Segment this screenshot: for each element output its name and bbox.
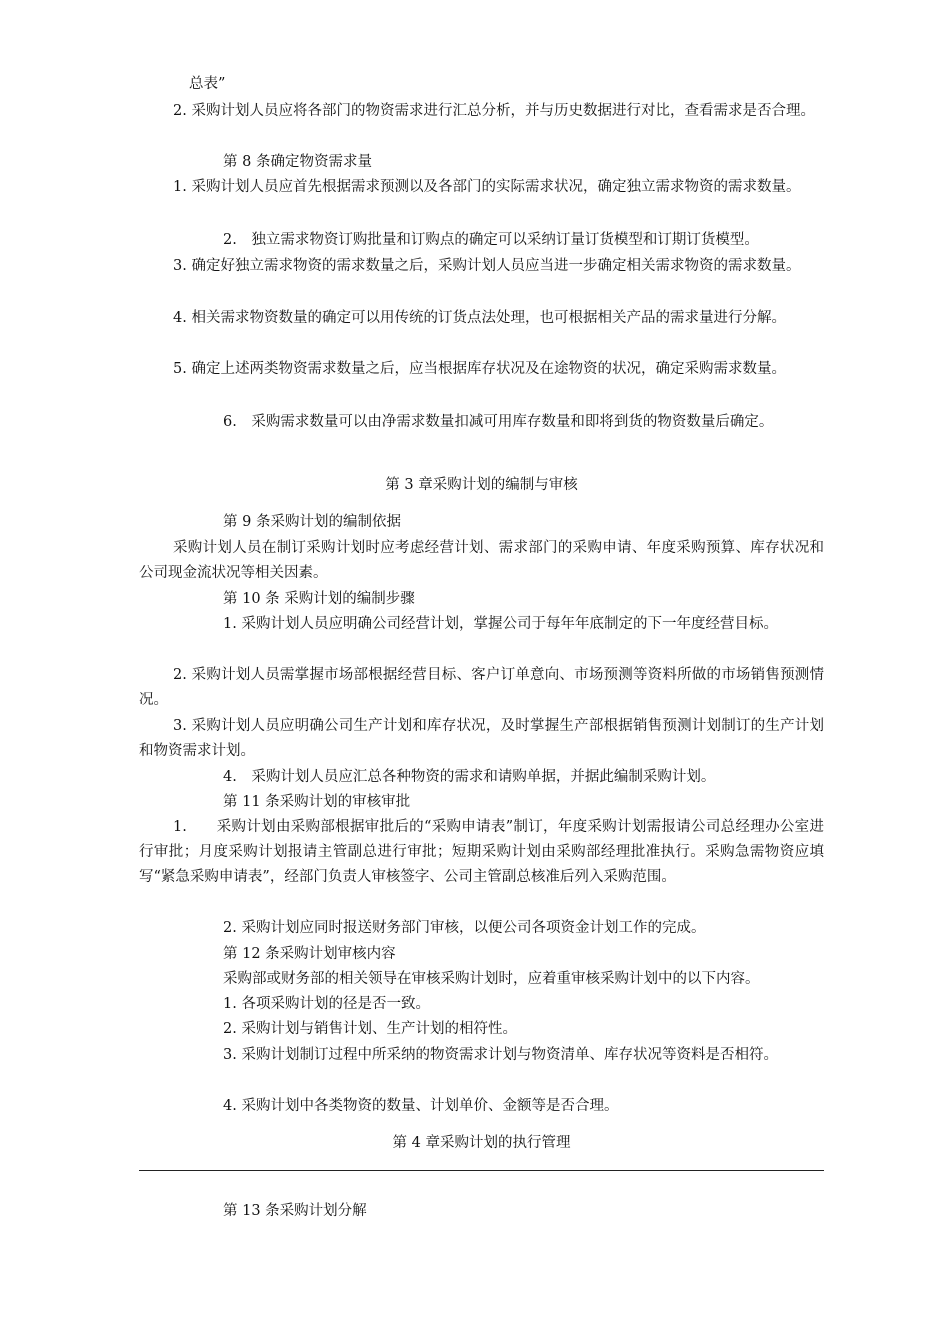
- paragraph-item: 3. 采购计划人员应明确公司生产计划和库存状况，及时掌握生产部根据销售预测计划制订的生产计划和物资需求计划。: [139, 718, 824, 759]
- article-heading: 第 8 条确定物资需求量: [223, 154, 372, 170]
- paragraph-item: 6. 采购需求数量可以由净需求数量扣减可用库存数量和即将到货的物资数量后确定。: [223, 414, 774, 430]
- paragraph-item: 2. 独立需求物资订购批量和订购点的确定可以采纳订量订货模型和订期订货模型。: [223, 232, 759, 248]
- paragraph-item: 4. 采购计划中各类物资的数量、计划单价、金额等是否合理。: [223, 1098, 619, 1114]
- paragraph-item: 1. 各项采购计划的径是否一致。: [223, 996, 430, 1012]
- paragraph-body: 采购计划人员在制订采购计划时应考虑经营计划、需求部门的采购申请、年度采购预算、库存状况和公司现金流状况等相关因素。: [139, 540, 824, 581]
- paragraph-table-name-tail: 总表”: [189, 76, 226, 92]
- paragraph-item: 3. 采购计划制订过程中所采纳的物资需求计划与物资清单、库存状况等资料是否相符。: [223, 1047, 778, 1063]
- paragraph-body: 采购部或财务部的相关领导在审核采购计划时，应着重审核采购计划中的以下内容。: [223, 971, 760, 987]
- paragraph-item: 4. 采购计划人员应汇总各种物资的需求和请购单据，并据此编制采购计划。: [223, 769, 716, 785]
- paragraph-item: 2. 采购计划与销售计划、生产计划的相符性。: [223, 1021, 517, 1037]
- paragraph-item: 3. 确定好独立需求物资的需求数量之后，采购计划人员应当进一步确定相关需求物资的需求数量。: [173, 258, 801, 274]
- chapter-heading: 第 4 章采购计划的执行管理: [392, 1135, 571, 1151]
- paragraph-item: 5. 确定上述两类物资需求数量之后，应当根据库存状况及在途物资的状况，确定采购需求数量。: [173, 361, 786, 377]
- paragraph-item: 2. 采购计划人员需掌握市场部根据经营目标、客户订单意向、市场预测等资料所做的市场销售预测情况。: [139, 667, 824, 708]
- article-heading: 第 9 条采购计划的编制依据: [223, 514, 401, 530]
- paragraph-item: 1. 采购计划人员应明确公司经营计划，掌握公司于每年年底制定的下一年度经营目标。: [223, 616, 778, 632]
- paragraph-item: 1. 采购计划由采购部根据审批后的“采购申请表”制订，年度采购计划需报请公司总经理办公室进行审批；月度采购计划报请主管副总进行审批；短期采购计划由采购部经理批准执行。采购急需物资应填写“紧急采购申请表”，经部门负责人审核签字、公司主管副总核准后列入采购范围。: [139, 819, 824, 885]
- article-heading: 第 12 条采购计划审核内容: [223, 946, 396, 962]
- paragraph-item: 2. 采购计划应同时报送财务部门审核，以便公司各项资金计划工作的完成。: [223, 920, 706, 936]
- chapter-heading: 第 3 章采购计划的编制与审核: [385, 477, 578, 493]
- paragraph-item: 2. 采购计划人员应将各部门的物资需求进行汇总分析，并与历史数据进行对比，查看需求是否合理。: [173, 103, 815, 119]
- article-heading: 第 13 条采购计划分解: [223, 1203, 367, 1219]
- paragraph-item: 4. 相关需求物资数量的确定可以用传统的订货点法处理，也可根据相关产品的需求量进行分解。: [173, 310, 786, 326]
- page-divider: [139, 1170, 824, 1171]
- article-heading: 第 10 条 采购计划的编制步骤: [223, 591, 415, 607]
- article-heading: 第 11 条采购计划的审核审批: [223, 794, 411, 810]
- paragraph-item: 1. 采购计划人员应首先根据需求预测以及各部门的实际需求状况，确定独立需求物资的需求数量。: [173, 179, 801, 195]
